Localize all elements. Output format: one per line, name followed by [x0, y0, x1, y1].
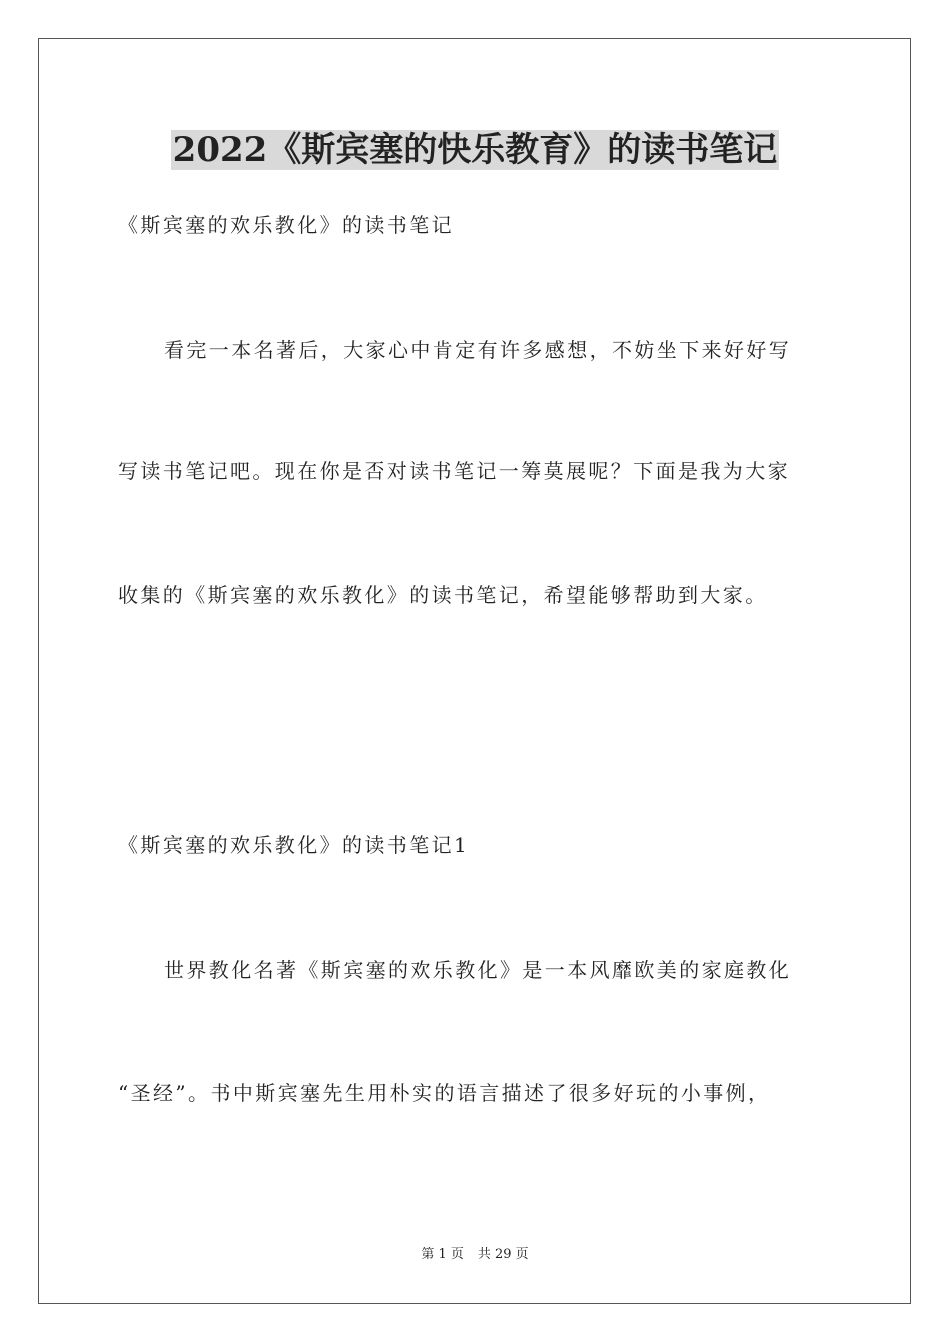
document-title	[0, 125, 950, 175]
page-number: 第 1 页	[421, 1247, 464, 1262]
paragraph-line: “圣经”。书中斯宾塞先生用朴实的语言描述了很多好玩的小事例，	[118, 1081, 771, 1105]
subtitle-line: 《斯宾塞的欢乐教化》的读书笔记	[118, 213, 454, 237]
paragraph-line: 看完一本名著后，大家心中肯定有许多感想，不妨坐下来好好写	[164, 338, 792, 362]
page-total: 共 29 页	[477, 1247, 529, 1262]
document-title-text: 2022《斯宾塞的快乐教育》的读书笔记	[172, 130, 778, 170]
section-heading: 《斯宾塞的欢乐教化》的读书笔记1	[118, 833, 470, 857]
paragraph-line: 写读书笔记吧。现在你是否对读书笔记一筹莫展呢？下面是我为大家	[118, 459, 790, 483]
paragraph-line: 世界教化名著《斯宾塞的欢乐教化》是一本风靡欧美的家庭教化	[164, 958, 792, 982]
paragraph-line: 收集的《斯宾塞的欢乐教化》的读书笔记，希望能够帮助到大家。	[118, 583, 768, 607]
page-footer	[0, 1245, 950, 1265]
